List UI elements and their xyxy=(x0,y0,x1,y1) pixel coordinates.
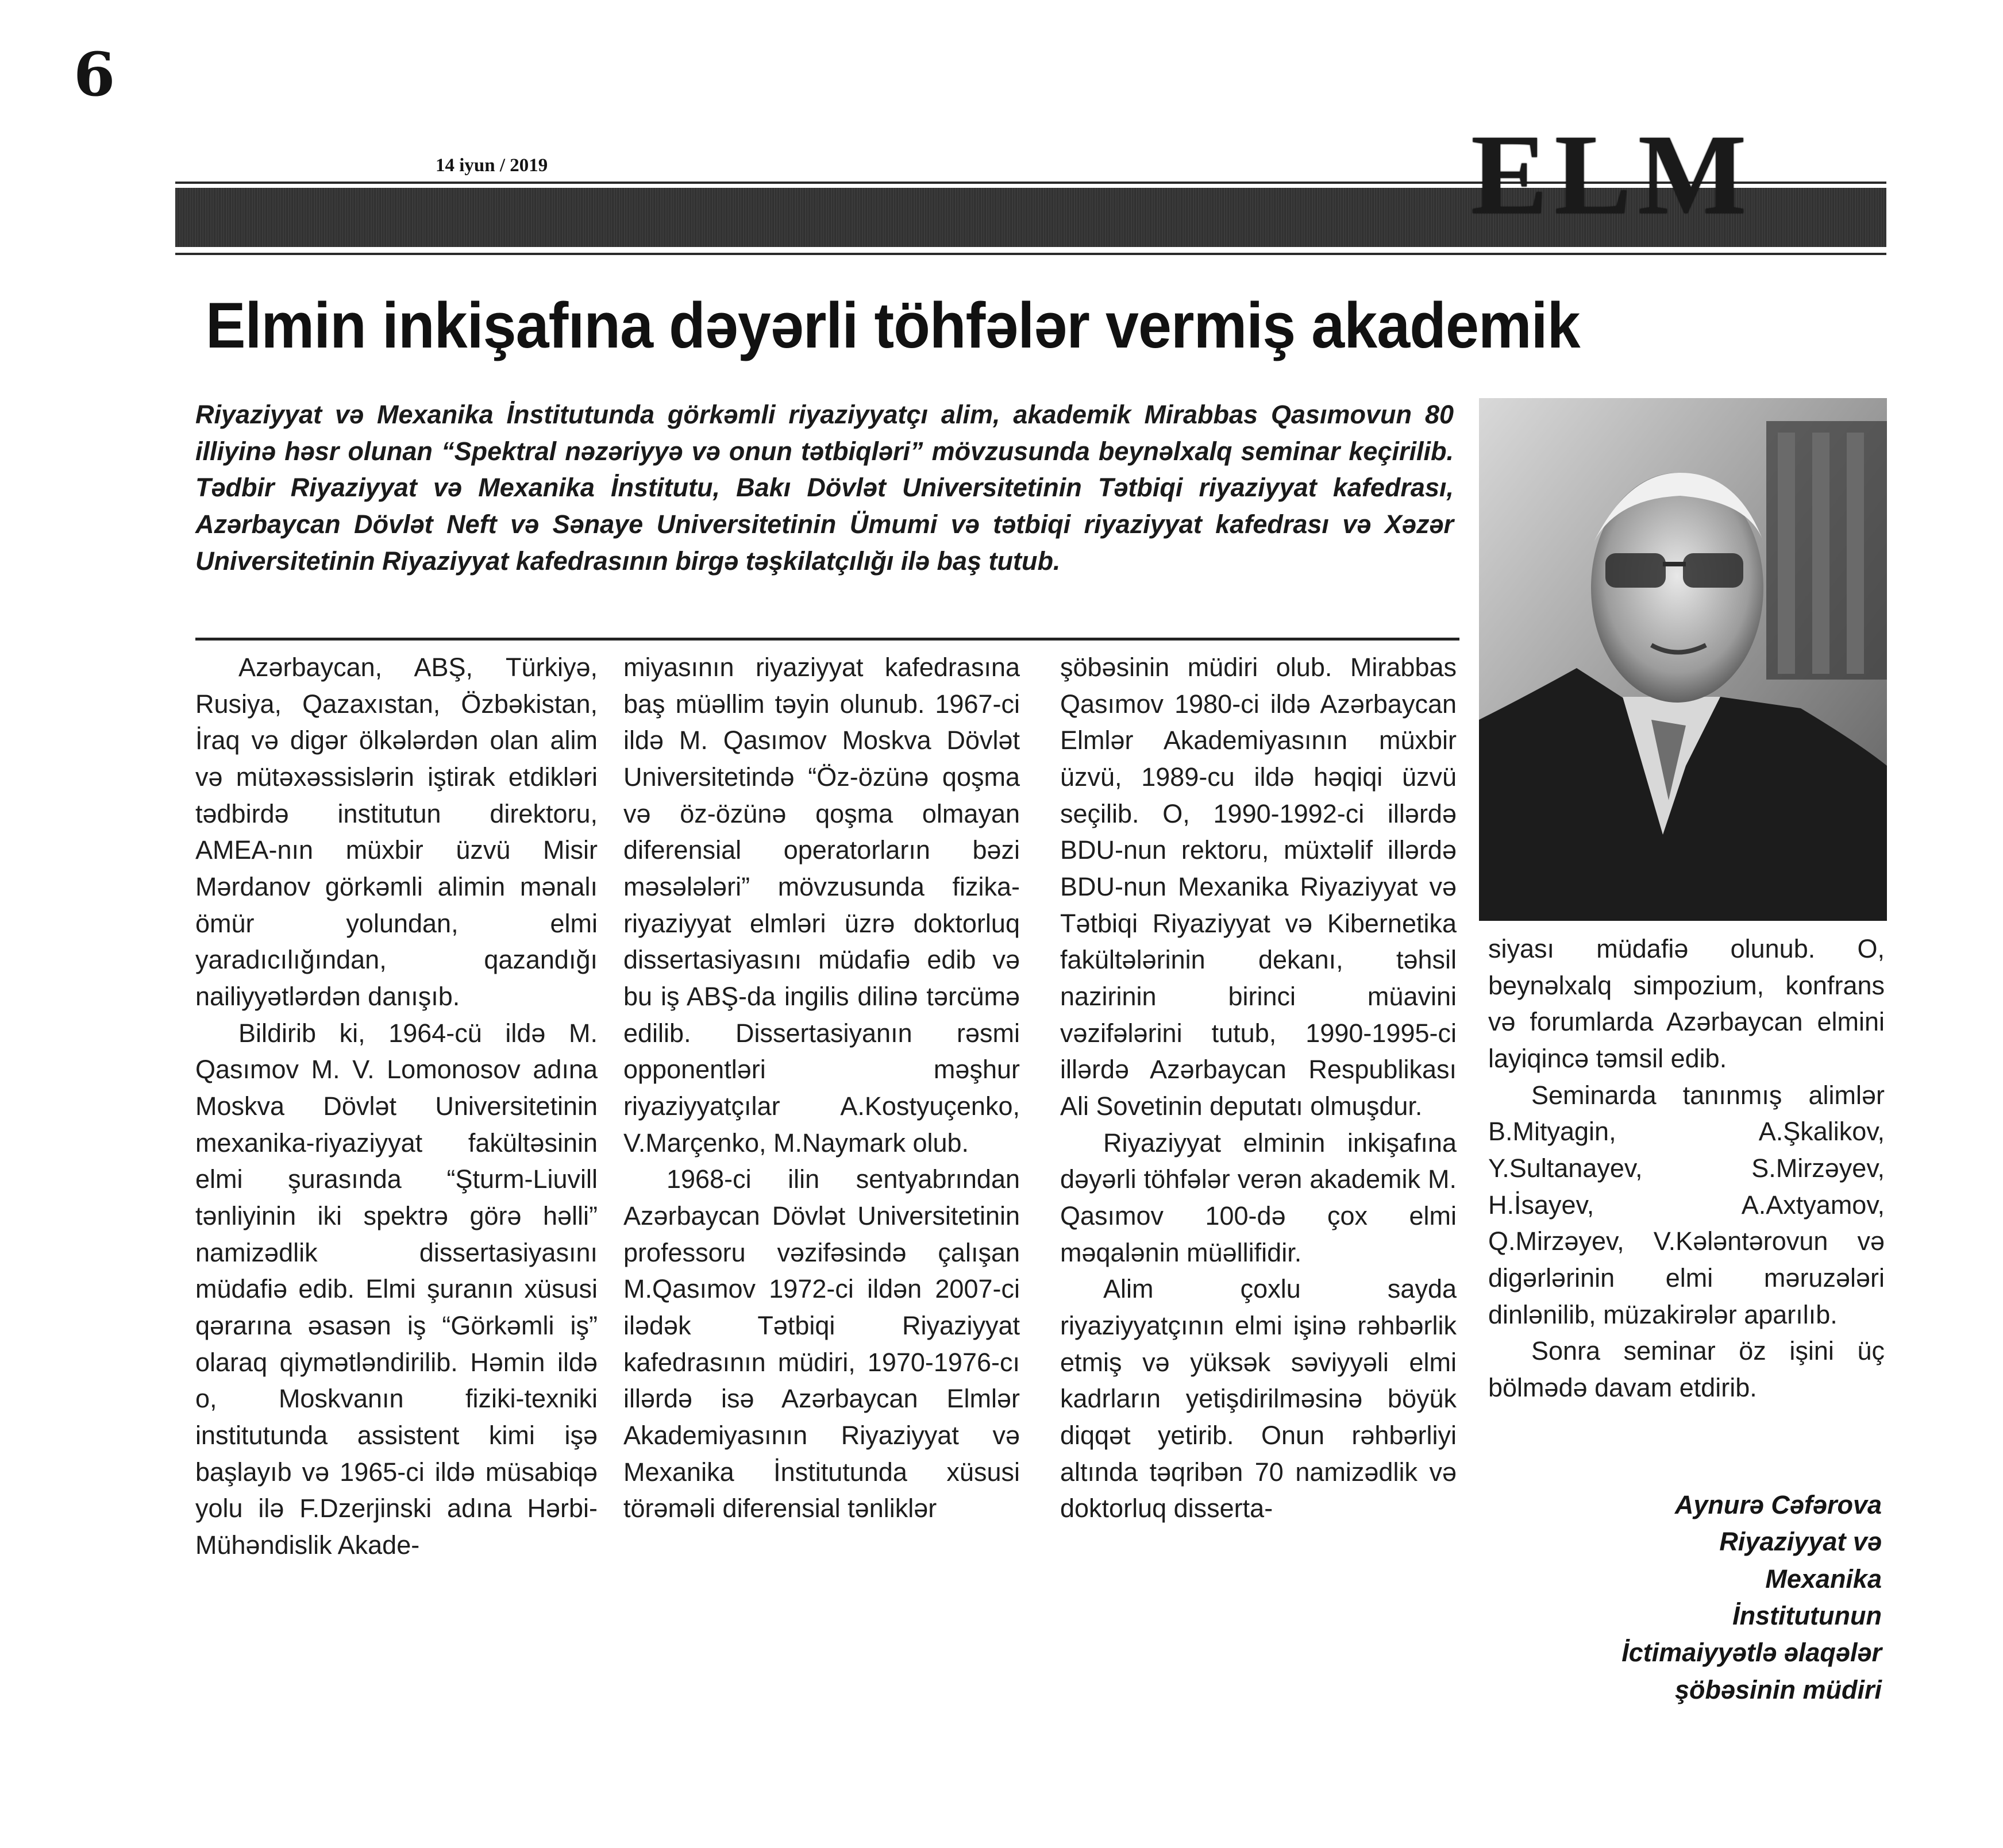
author-title-line: Mexanika xyxy=(1765,1564,1882,1594)
paragraph-continued: şöbəsinin müdiri olub. Mirabbas Qasımov 1980-ci ildə Azərbaycan Elmlər Akademiyasının müxbir üzvü, 1989-cu ildə həqiqi üzvü seçilib. O, 1990-1992-ci illərdə BDU-nun rektoru, müxtəlif illərdə BDU-nun Mexanika Riyaziyyat və Tətbiqi Riyaziyyat və Kibernetika fakültələrinin dekanı, təhsil nazirinin birinci müavini vəzifələrini tutub, 1990-1995-ci illərdə Azərbaycan Respublikası Ali Sovetinin deputatı olmuşdur. xyxy=(1060,653,1457,1121)
author-title-line: İctimaiyyətlə əlaqələr xyxy=(1621,1638,1882,1668)
paragraph: 1968-ci ilin sentyabrından Azərbaycan Dövlət Universitetinin professoru vəzifəsində çalışan M.Qasımov 1972-ci ildən 2007-ci ilədək Tətbiqi Riyaziyyat kafedrasının müdiri, 1970-1976-cı illərdə isə Azərbaycan Elmlər Akademiyasının Riyaziyyat və Mexanika İnstitutunda xüsusi törəməli diferensial tənliklər xyxy=(623,1164,1020,1523)
article-column-4 xyxy=(1488,931,1885,1406)
article-column-3 xyxy=(1060,649,1457,1527)
paragraph-continued: siyası müdafiə olunub. O, beynəlxalq simpozium, konfrans və forumlarda Azərbaycan elmini layiqincə təmsil edib. xyxy=(1488,934,1885,1074)
article-headline: Elmin inkişafına dəyərli töhfələr vermiş akademik xyxy=(206,290,1580,361)
article-lead: Riyaziyyat və Mexanika İnstitutunda görkəmli riyaziyyatçı alim, akademik Mirabbas Qasımovun 80 illiyinə həsr olunan “Spektral nəzəriyyə və onun tətbiqləri” mövzusunda beynəlxalq seminar keçirilib. Tədbir Riyaziyyat və Mexanika İnstitutu, Bakı Dövlət Universitetinin Tətbiqi riyaziyyat kafedrası, Azərbaycan Dövlət Neft və Sənaye Universitetinin Ümumi və tətbiqi riyaziyyat kafedrası və Xəzər Universitetinin Riyaziyyat kafedrasının birgə təşkilatçılığı ilə baş tutub. xyxy=(195,400,1454,576)
portrait-photo-icon xyxy=(1479,398,1887,921)
issue-date: 14 iyun / 2019 xyxy=(436,155,548,176)
article-column-1 xyxy=(195,649,598,1564)
author-title-line: şöbəsinin müdiri xyxy=(1674,1675,1882,1704)
paragraph: Sonra seminar öz işini üç bölmədə davam etdirib. xyxy=(1488,1336,1885,1403)
paragraph: Bildirib ki, 1964-cü ildə M. Qasımov M. V. Lomonosov adına Moskva Dövlət Universitetinin mexanika-riyaziyyat fakültəsinin elmi şurasında “Şturm-Liuvill tənliyinin iki spektrə görə həlli” namizədlik dissertasiyasını müdafiə edib. Elmi şuranın xüsusi qərarına əsasən iş “Görkəmli iş” olaraq qiymətləndirilib. Həmin ildə o, Moskvanın fiziki-texniki institutunda assistent kimi işə başlayıb və 1965-ci ildə müsabiqə yolu ilə F.Dzerjinski adına Hərbi-Mühəndislik Akade- xyxy=(195,1018,598,1560)
paragraph: Azərbaycan, ABŞ, Türkiyə, Rusiya, Qazaxıstan, Özbəkistan, İraq və digər ölkələrdən olan alim və mütəxəssislərin iştirak etdikləri tədbirdə institutun direktoru, AMEA-nın müxbir üzvü Misir Mərdanov görkəmli alimin mənalı ömür yolundan, elmi yaradıcılığından, qazandığı nailiyyətlərdən danışıb. xyxy=(195,653,598,1012)
author-byline xyxy=(1494,1487,1882,1708)
paragraph: Alim çoxlu sayda riyaziyyatçının elmi işinə rəhbərlik etmiş və yüksək səviyyəli elmi kadrların yetişdirilməsinə böyük diqqət yetirib. Onun rəhbərliyi altında təqribən 70 namizədlik və doktorluq disserta- xyxy=(1060,1274,1457,1523)
paragraph-continued: miyasının riyaziyyat kafedrasına baş müəllim təyin olunub. 1967-ci ildə M. Qasımov Moskva Dövlət Universitetində “Öz-özünə qoşma və öz-özünə qoşma olmayan diferensial operatorların bəzi məsələləri” mövzusunda fizika-riyaziyyat elmləri üzrə doktorluq dissertasiyasını müdafiə edib və bu iş ABŞ-da ingilis dilinə tərcümə edilib. Dissertasiyanın rəsmi opponentləri məşhur riyaziyyatçılar A.Kostyuçenko, V.Marçenko, M.Naymark olub. xyxy=(623,653,1020,1158)
author-title-line: İnstitutunun xyxy=(1732,1601,1882,1631)
paragraph: Seminarda tanınmış alimlər B.Mityagin, A.Şkalikov, Y.Sultanayev, S.Mirzəyev, H.İsayev, A.Axtyamov, Q.Mirzəyev, V.Kələntərovun və digərlərinin elmi məruzələri dinlənilib, müzakirələr aparılıb. xyxy=(1488,1080,1885,1329)
header-rule-bottom xyxy=(175,253,1886,255)
author-name: Aynurə Cəfərova xyxy=(1674,1490,1882,1519)
section-title: ELM xyxy=(1471,111,1754,238)
lead-divider xyxy=(195,638,1459,641)
page-number: 6 xyxy=(74,39,115,110)
article-column-2 xyxy=(623,649,1020,1527)
author-title-line: Riyaziyyat və xyxy=(1719,1527,1882,1557)
paragraph: Riyaziyyat elminin inkişafına dəyərli töhfələr verən akademik M. Qasımov 100-də çox elmi məqalənin müəllifidir. xyxy=(1060,1128,1457,1267)
